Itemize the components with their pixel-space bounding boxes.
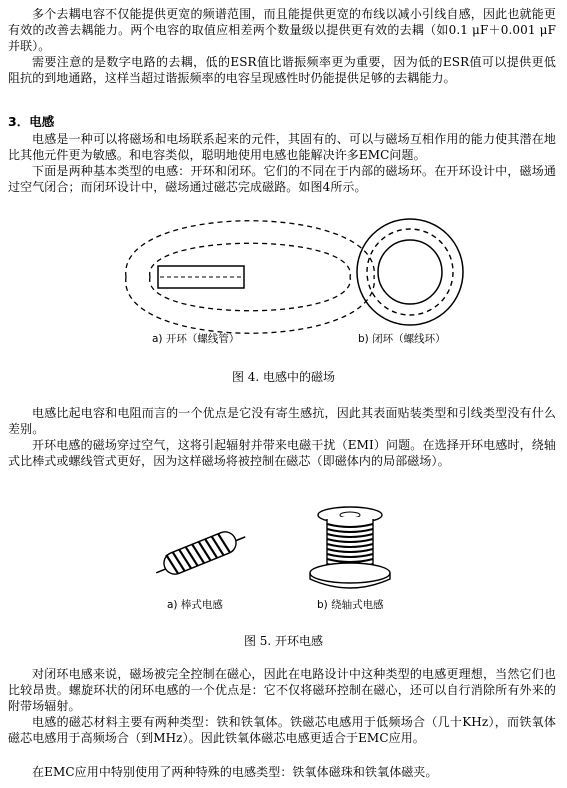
paragraph-esr: 需要注意的是数字电路的去耦，低的ESR值比谐振频率更为重要，因为低的ESR值可以提供更低阻抗的到地通路，这样当超过谐振频率的电容呈现感性时仍能提供足够的去耦能力。: [8, 55, 556, 85]
figure5-rod-inductor-diagram: [150, 518, 250, 588]
paragraph-decoupling: 多个去耦电容不仅能提供更宽的频谱范围，而且能提供更宽的布线以减小引线自感，因此也就能更有效的改善去耦能力。两个电容的取值应相差两个数量级以提供更有效的去耦（如0.1 μF＋0.001 μF并联）。: [8, 7, 556, 53]
paragraph-inductor-intro: 电感是一种可以将磁场和电场联系起来的元件，其固有的、可以与磁场互相作用的能力使其潜在地比其他元件更为敏感。和电容类似，聪明地使用电感也能解决许多EMC问题。: [8, 132, 556, 162]
figure4-open-loop-diagram: [120, 222, 380, 332]
section-heading: 3．电感: [8, 114, 55, 129]
figure5-bobbin-inductor-diagram: [305, 505, 395, 595]
paragraph-emc-types: 在EMC应用中特别使用了两种特殊的电感类型：铁氧体磁珠和铁氧体磁夹。: [32, 765, 438, 779]
figure4-sub-b: b) 闭环（螺线环）: [358, 333, 446, 345]
figure4-closed-loop-diagram: [355, 217, 465, 327]
paragraph-open-loop: 开环电感的磁场穿过空气，这将引起辐射并带来电磁干扰（EMI）问题。在选择开环电感时，绕轴式比棒式或螺线管式更好，因为这样磁场将被控制在磁芯（即磁体内的局部磁场）。: [8, 438, 556, 468]
paragraph-inductor-types: 下面是两种基本类型的电感：开环和闭环。它们的不同在于内部的磁场环。在开环设计中，磁场通过空气闭合；而闭环设计中，磁场通过磁芯完成磁路。如图4所示。: [8, 164, 556, 194]
figure5-caption: 图 5. 开环电感: [243, 634, 324, 648]
figure4-sub-a: a) 开环（螺线管）: [152, 333, 240, 345]
paragraph-closed-loop: 对闭环电感来说，磁场被完全控制在磁心，因此在电路设计中这种类型的电感更理想，当然它们也比较昂贵。螺旋环状的闭环电感的一个优点是：它不仅将磁环控制在磁心，还可以自行消除所有外来的附带场辐射。: [8, 667, 556, 713]
paragraph-no-parasitic: 电感比起电容和电阻而言的一个优点是它没有寄生感抗，因此其表面贴装类型和引线类型没有什么差别。: [8, 406, 556, 436]
figure5-sub-a: a) 棒式电感: [167, 599, 223, 611]
figure4-caption: 图 4. 电感中的磁场: [231, 370, 336, 384]
figure5-sub-b: b) 绕轴式电感: [317, 599, 384, 611]
paragraph-core-materials: 电感的磁芯材料主要有两种类型：铁和铁氧体。铁磁芯电感用于低频场合（几十KHz），而铁氧体磁芯电感用于高频场合（到MHz）。因此铁氧体磁芯电感更适合于EMC应用。: [8, 715, 556, 745]
